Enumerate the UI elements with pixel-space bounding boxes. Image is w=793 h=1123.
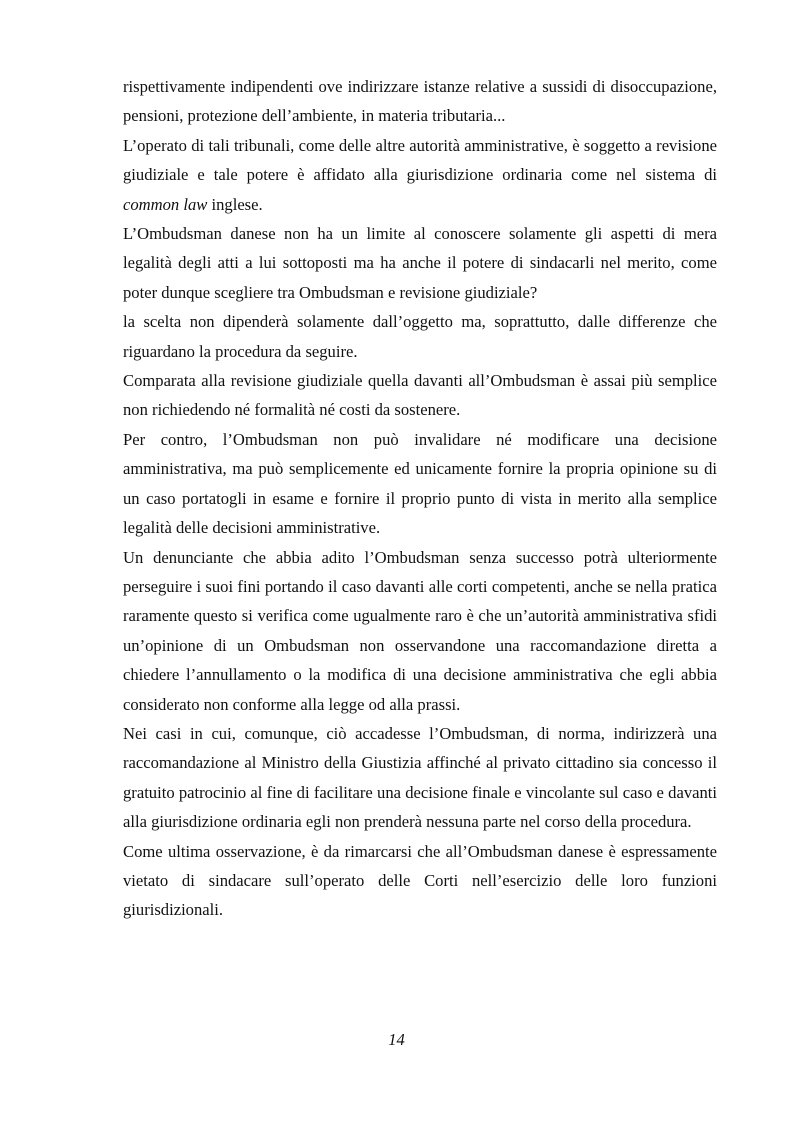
italic-term-common-law: common law — [123, 194, 208, 214]
paragraph-2-text-before: L’operato di tali tribunali, come delle altre autorità amministrative, è soggetto a revisione giudiziale e tale potere è affidato alla giurisdizione ordinaria come nel sistema di — [123, 135, 717, 185]
paragraph-6: Per contro, l’Ombudsman non può invalidare né modificare una decisione amministrativa, ma può semplicemente ed unicamente fornire la propria opinione su di un caso portatogli in esame e fornire il proprio punto di vista in merito alla semplice legalità delle decisioni amministrative. — [123, 429, 717, 538]
paragraph-8: Nei casi in cui, comunque, ciò accadesse l’Ombudsman, di norma, indirizzerà una raccomandazione al Ministro della Giustizia affinché al privato cittadino sia concesso il gratuito patrocinio al fine di facilitare una decisione finale e vincolante sul caso e davanti alla giurisdizione ordinaria egli non prenderà nessuna parte nel corso della procedura. — [123, 723, 717, 832]
paragraph-5: Comparata alla revisione giudiziale quella davanti all’Ombudsman è assai più semplice non richiedendo né formalità né costi da sostenere. — [123, 371, 717, 420]
paragraph-7: Un denunciante che abbia adito l’Ombudsman senza successo potrà ulteriormente perseguire i suoi fini portando il caso davanti alle corti competenti, anche se nella pratica raramente questo si verifica come ugualmente raro è che un’autorità amministrativa sfidi un’opinione di un Ombudsman non osservandone una raccomandazione diretta a chiedere l’annullamento o la modifica di una decisione amministrativa che egli abbia considerato non conforme alla legge od alla prassi. — [123, 547, 717, 714]
paragraph-3: L’Ombudsman danese non ha un limite al conoscere solamente gli aspetti di mera legalità degli atti a lui sottoposti ma ha anche il potere di sindacarli nel merito, come poter dunque scegliere tra Ombudsman e revisione giudiziale? — [123, 224, 717, 302]
paragraph-2 — [123, 131, 717, 219]
paragraph-4: la scelta non dipenderà solamente dall’oggetto ma, soprattutto, dalle differenze che riguardano la procedura da seguire. — [123, 312, 717, 361]
page-number: 14 — [388, 1030, 405, 1049]
paragraph-1: rispettivamente indipendenti ove indirizzare istanze relative a sussidi di disoccupazione, pensioni, protezione dell’ambiente, in materia tributaria... — [123, 77, 717, 126]
paragraph-9: Come ultima osservazione, è da rimarcarsi che all’Ombudsman danese è espressamente vietato di sindacare sull’operato delle Corti nell’esercizio delle loro funzioni giurisdizionali. — [123, 841, 717, 920]
paragraph-2-text-after: inglese. — [207, 194, 263, 214]
body-text — [123, 72, 717, 925]
